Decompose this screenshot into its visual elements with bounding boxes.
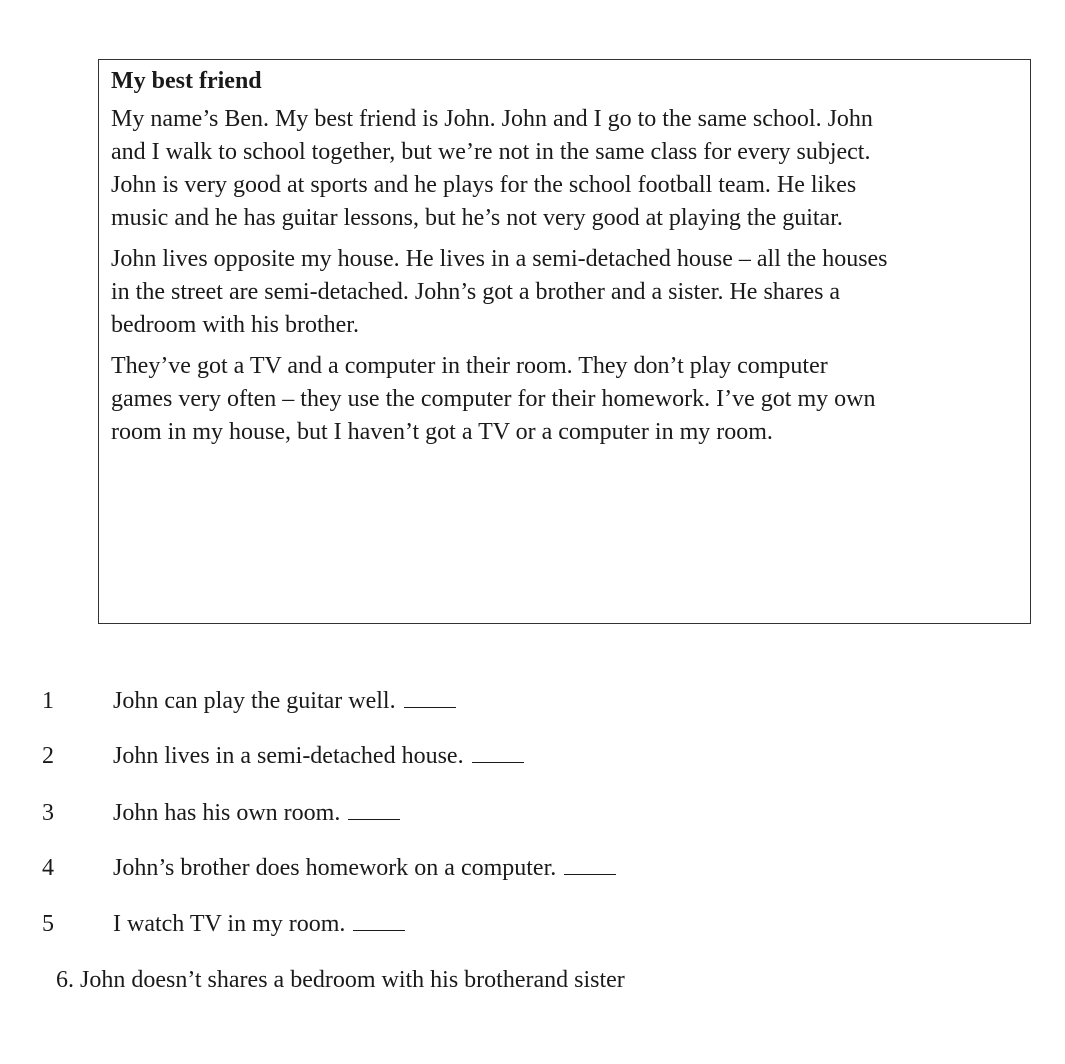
answer-blank[interactable] (353, 912, 405, 931)
paragraph-line: John is very good at sports and he plays for the school football team. He likes (111, 172, 857, 198)
statement-number: 3 (42, 800, 54, 826)
statement-number: 1 (42, 688, 54, 714)
extra-statement: 6. John doesn’t shares a bedroom with his brotherand sister (56, 967, 625, 993)
reading-paragraph-1 (111, 103, 1020, 235)
statement-text: John’s brother does homework on a computer. (113, 855, 557, 881)
statement-number: 4 (42, 855, 54, 881)
paragraph-line: They’ve got a TV and a computer in their room. They don’t play computer (111, 353, 828, 379)
paragraph-line: bedroom with his brother. (111, 312, 359, 338)
paragraph-line: John lives opposite my house. He lives in a semi-detached house – all the houses (111, 246, 888, 272)
reading-passage-box (98, 59, 1031, 624)
reading-title: My best friend (111, 68, 262, 94)
statement-number: 2 (42, 743, 54, 769)
paragraph-line: music and he has guitar lessons, but he’s not very good at playing the guitar. (111, 205, 843, 231)
paragraph-line: room in my house, but I haven’t got a TV or a computer in my room. (111, 419, 773, 445)
statement-text: John lives in a semi-detached house. (113, 743, 464, 769)
answer-blank[interactable] (472, 744, 524, 763)
statement-text: John has his own room. (113, 800, 341, 826)
answer-blank[interactable] (564, 856, 616, 875)
paragraph-line: games very often – they use the computer for their homework. I’ve got my own (111, 386, 876, 412)
paragraph-line: My name’s Ben. My best friend is John. John and I go to the same school. John (111, 106, 873, 132)
statement-text: John can play the guitar well. (113, 688, 396, 714)
answer-blank[interactable] (404, 689, 456, 708)
paragraph-line: and I walk to school together, but we’re not in the same class for every subject. (111, 139, 871, 165)
paragraph-line: in the street are semi-detached. John’s got a brother and a sister. He shares a (111, 279, 841, 305)
answer-blank[interactable] (348, 801, 400, 820)
statement-text: I watch TV in my room. (113, 911, 346, 937)
reading-paragraph-3 (111, 350, 1020, 449)
statement-number: 5 (42, 911, 54, 937)
reading-paragraph-2 (111, 243, 1020, 342)
